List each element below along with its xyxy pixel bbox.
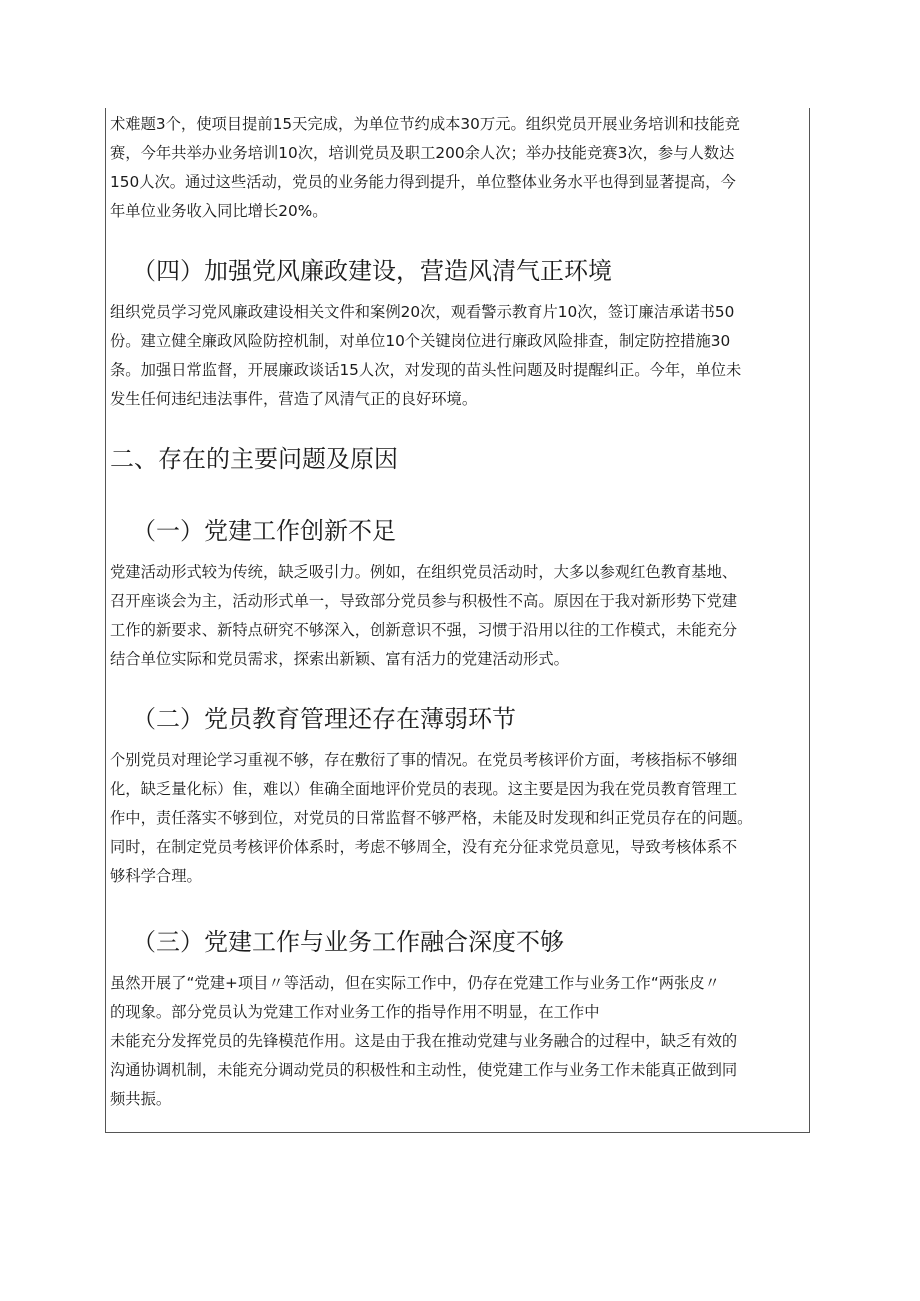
paragraph-integrity xyxy=(110,298,810,414)
heading-main-problems: 二、存在的主要问题及原因 xyxy=(110,445,398,473)
text-line: 术难题3个，使项目提前15天完成，为单位节约成本30万元。组织党员开展业务培训和技能竞 xyxy=(110,115,740,133)
text-line: 够科学合理。 xyxy=(110,867,202,885)
text-line: 党建活动形式较为传统，缺乏吸引力。例如，在组织党员活动时，大多以参观红色教育基地、 xyxy=(110,563,738,581)
text-line: 沟通协调机制，未能充分调动党员的积极性和主动性，使党建工作与业务工作未能真正做到同 xyxy=(110,1061,738,1079)
text-line: 化，缺乏量化标）隹，难以）隹确全面地评价党员的表现。这主要是因为我在党员教育管理工 xyxy=(110,780,738,798)
text-line: 个别党员对理论学习重视不够，存在敷衍了事的情况。在党员考核评价方面，考核指标不够细 xyxy=(110,751,738,769)
text-line: 年单位业务收入同比增长20%。 xyxy=(110,202,328,220)
document-body xyxy=(110,110,810,1114)
paragraph-business-results xyxy=(110,110,810,226)
text-line: 发生任何违纪违法事件，营造了风清气正的良好环境。 xyxy=(110,390,478,408)
heading-innovation-lacking: （一）党建工作创新不足 xyxy=(132,517,396,545)
text-line: 赛，今年共举办业务培训10次，培训党员及职工200余人次；举办技能竞赛3次，参与人数达 xyxy=(110,144,735,162)
text-line: 虽然开展了“党建+项目〃等活动，但在实际工作中，仍存在党建工作与业务工作“两张皮〃 xyxy=(110,974,720,992)
text-line: 召开座谈会为主，活动形式单一，导致部分党员参与积极性不高。原因在于我对新形势下党建 xyxy=(110,592,738,610)
text-line: 结合单位实际和党员需求，探索出新颖、富有活力的党建活动形式。 xyxy=(110,650,569,668)
text-line: 未能充分发挥党员的先锋模范作用。这是由于我在推动党建与业务融合的过程中，缺乏有效的 xyxy=(110,1032,738,1050)
text-line: 的现象。部分党员认为党建工作对业务工作的指导作用不明显，在工作中 xyxy=(110,1003,600,1021)
paragraph-innovation xyxy=(110,558,810,674)
text-line: 同时，在制定党员考核评价体系时，考虑不够周全，没有充分征求党员意见，导致考核体系不 xyxy=(110,838,738,856)
text-line: 份。建立健全廉政风险防控机制，对单位10个关键岗位进行廉政风险排查，制定防控措施30 xyxy=(110,332,731,350)
text-line: 作中，责任落实不够到位，对党员的日常监督不够严格，未能及时发现和纠正党员存在的问题。 xyxy=(110,809,753,827)
text-line: 组织党员学习党风廉政建设相关文件和案例20次，观看警示教育片10次，签订廉洁承诺书50 xyxy=(110,303,735,321)
heading-education-management: （二）党员教育管理还存在薄弱环节 xyxy=(132,705,516,733)
heading-integration-depth: （三）党建工作与业务工作融合深度不够 xyxy=(132,928,564,956)
text-line: 工作的新要求、新特点研究不够深入，创新意识不强，习惯于沿用以往的工作模式，未能充分 xyxy=(110,621,738,639)
heading-integrity-building: （四）加强党风廉政建设，营造风清气正环境 xyxy=(132,257,612,285)
paragraph-integration xyxy=(110,969,810,1114)
text-line: 频共振。 xyxy=(110,1090,172,1108)
text-line: 150人次。通过这些活动，党员的业务能力得到提升，单位整体业务水平也得到显著提高，今 xyxy=(110,173,736,191)
paragraph-education xyxy=(110,746,810,891)
text-line: 条。加强日常监督，开展廉政谈话15人次，对发现的苗头性问题及时提醒纠正。今年，单位未 xyxy=(110,361,742,379)
